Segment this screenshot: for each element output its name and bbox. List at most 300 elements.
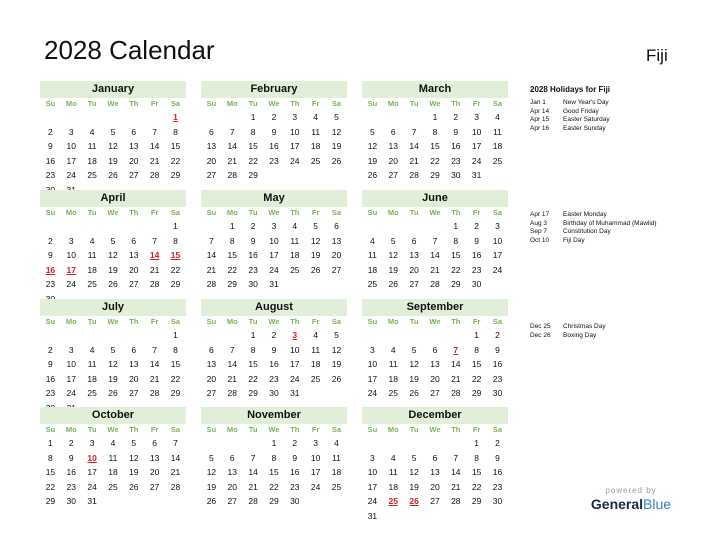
day-cell: 4 [313,330,318,340]
day-cell: 16 [471,250,482,260]
day-cell: 12 [388,250,398,260]
empty-cell [445,436,466,451]
day-cell: 9 [495,344,500,355]
day-cell: 21 [227,155,237,166]
day-cell: 8 [250,344,256,355]
weekday-label: Fr [472,99,481,108]
holiday-item [530,332,700,341]
day-cell: 2 [453,112,459,122]
day-cell: 7 [453,452,459,463]
month-header: February [201,81,347,98]
empty-cell [404,219,425,234]
empty-cell [201,219,222,234]
day-cell: 20 [430,373,440,384]
day-cell: 16 [269,141,279,151]
holiday-date: 7 [453,344,459,355]
day-cell: 18 [87,264,97,275]
day-cell: 27 [227,496,237,506]
day-cell: 27 [331,264,342,275]
holiday-date-label: Jan 1 [530,99,546,106]
weekday-label: Sa [492,99,503,108]
month-grid [40,316,186,415]
day-cell: 9 [495,452,500,463]
month-february [201,81,347,183]
weekday-label: Fr [472,208,481,217]
day-cell: 25 [367,279,378,289]
day-cell: 12 [331,126,342,137]
day-cell: 9 [48,359,53,369]
day-cell: 29 [170,279,181,289]
day-cell: 25 [108,481,118,492]
day-cell: 23 [290,481,300,492]
day-cell: 14 [206,250,217,260]
weekday-label: We [107,99,119,108]
month-header: April [40,190,186,207]
day-cell: 1 [173,330,178,340]
weekday-label: Mo [65,99,77,108]
day-cell: 17 [367,373,378,384]
day-cell: 22 [430,155,440,166]
weekday-label: Tu [87,99,97,108]
day-cell: 7 [152,126,157,137]
day-cell: 21 [248,481,258,492]
day-cell: 20 [149,467,160,477]
day-cell: 11 [311,126,321,137]
day-cell: 21 [430,264,440,275]
day-cell: 20 [409,264,419,275]
day-cell: 12 [108,141,118,151]
day-cell: 26 [409,388,419,398]
day-cell: 4 [89,344,95,355]
day-cell: 21 [451,481,461,492]
day-cell: 9 [48,141,53,151]
day-cell: 10 [66,141,76,151]
holiday-name: New Year's Day [563,99,609,106]
empty-cell [404,328,425,343]
day-cell: 6 [209,344,214,355]
day-cell: 14 [170,452,181,463]
holiday-date-label: Dec 26 [530,331,551,339]
month-header: March [362,81,508,98]
day-cell: 14 [430,250,440,260]
day-cell: 15 [471,467,482,477]
day-cell: 14 [451,467,461,477]
holiday-date: 26 [409,496,419,506]
day-cell: 1 [229,221,235,231]
empty-cell [425,219,446,234]
day-cell: 5 [110,344,116,355]
day-cell: 9 [292,452,298,463]
holiday-name: Easter Saturday [563,116,610,123]
day-cell: 1 [474,330,479,340]
day-cell: 3 [68,235,74,246]
day-cell: 26 [108,279,118,289]
day-cell: 11 [493,126,502,137]
weekday-label: Mo [65,208,77,217]
day-cell: 8 [173,126,178,137]
day-cell: 25 [290,264,300,275]
holiday-date-label: Apr 14 [530,107,550,115]
month-grid [201,98,347,183]
day-cell: 8 [48,452,53,463]
day-cell: 12 [108,250,118,260]
day-cell: 24 [87,481,97,492]
day-cell: 5 [110,235,116,246]
day-cell: 20 [206,373,217,384]
day-cell: 25 [492,155,503,166]
day-cell: 14 [227,141,237,151]
day-cell: 16 [269,359,279,369]
day-cell: 23 [45,279,56,289]
powered-by-text: powered by [605,486,657,495]
day-cell: 2 [495,438,500,448]
day-cell: 6 [131,235,137,246]
weekday-label: Sa [331,317,342,326]
day-cell: 18 [310,359,321,369]
brand-name-part1: General [590,496,644,512]
day-cell: 19 [108,264,118,275]
day-cell: 23 [492,481,503,492]
day-cell: 21 [149,155,160,166]
day-cell: 16 [290,467,300,477]
month-july [40,299,186,415]
day-cell: 5 [370,126,375,137]
weekday-label: Fr [150,317,159,326]
day-cell: 5 [334,112,339,122]
weekday-label: Fr [472,317,481,326]
brand-name-part2: Blue [643,496,672,512]
day-cell: 5 [334,330,339,340]
holidays-title: 2028 Holidays for Fiji [530,85,611,94]
day-cell: 24 [66,388,76,398]
day-cell: 18 [290,250,300,260]
day-cell: 13 [331,235,342,246]
day-cell: 22 [170,373,181,384]
day-cell: 9 [271,344,277,355]
day-cell: 6 [334,221,339,231]
holiday-item [530,211,700,220]
day-cell: 23 [45,170,56,180]
day-cell: 19 [310,250,321,260]
day-cell: 21 [227,373,237,384]
empty-cell [383,219,404,234]
day-cell: 27 [206,170,217,180]
day-cell: 20 [388,155,398,166]
weekday-label: We [268,425,280,434]
day-cell: 7 [229,126,235,137]
day-cell: 13 [129,250,139,260]
day-cell: 23 [269,155,279,166]
day-cell: 1 [250,330,256,340]
day-cell: 2 [48,235,53,246]
weekday-label: Tu [248,317,258,326]
day-cell: 25 [87,170,97,180]
holiday-date-label: Sep 7 [530,228,547,235]
day-cell: 20 [129,155,139,166]
day-cell: 14 [227,359,237,369]
day-cell: 18 [492,141,503,151]
day-cell: 3 [68,344,74,355]
holiday-date: 14 [149,250,160,260]
day-cell: 1 [453,221,459,231]
day-cell: 4 [390,452,396,463]
weekday-label: Fr [150,99,159,108]
day-cell: 13 [206,359,217,369]
day-cell: 20 [331,250,342,260]
day-cell: 13 [430,359,440,369]
day-cell: 30 [269,388,279,398]
day-cell: 14 [248,467,258,477]
day-cell: 29 [471,388,482,398]
day-cell: 29 [45,496,56,506]
day-cell: 21 [170,467,181,477]
month-august [201,299,347,401]
holiday-name: Christmas Day [563,323,606,330]
month-grid [40,98,186,197]
day-cell: 16 [248,250,258,260]
weekday-label: Th [290,99,300,108]
day-cell: 4 [89,235,95,246]
empty-cell [82,110,103,125]
weekday-label: We [429,317,441,326]
day-cell: 19 [108,155,118,166]
day-cell: 25 [87,388,97,398]
day-cell: 27 [388,170,398,180]
empty-cell [144,328,165,343]
weekday-label: Mo [226,425,238,434]
day-cell: 17 [66,373,76,384]
day-cell: 15 [248,141,258,151]
day-cell: 19 [409,373,419,384]
weekday-label: Sa [170,208,181,217]
holiday-date: 16 [45,264,56,275]
day-cell: 24 [492,264,503,275]
day-cell: 17 [290,359,300,369]
empty-cell [103,219,124,234]
day-cell: 15 [430,141,440,151]
day-cell: 13 [129,141,139,151]
day-cell: 10 [290,126,300,137]
weekday-label: Th [451,425,461,434]
day-cell: 4 [313,112,318,122]
month-november [201,407,347,509]
empty-cell [362,110,383,125]
empty-cell [40,328,61,343]
weekday-label: Tu [248,208,258,217]
month-header: November [201,407,347,424]
day-cell: 2 [271,112,277,122]
day-cell: 11 [368,250,377,260]
day-cell: 13 [409,250,419,260]
empty-cell [61,110,82,125]
day-cell: 22 [170,155,181,166]
weekday-label: Su [206,317,217,326]
day-cell: 14 [451,359,461,369]
day-cell: 5 [209,452,214,463]
weekday-label: Sa [331,99,342,108]
day-cell: 11 [311,344,321,355]
day-cell: 31 [290,388,300,398]
day-cell: 20 [227,481,237,492]
month-header: October [40,407,186,424]
day-cell: 8 [474,344,479,355]
day-cell: 6 [209,126,214,137]
day-cell: 6 [411,235,417,246]
day-cell: 3 [313,438,318,448]
weekday-label: Th [290,208,300,217]
day-cell: 29 [248,170,258,180]
holiday-name: Boxing Day [563,331,597,339]
day-cell: 19 [409,481,419,492]
day-cell: 25 [388,388,398,398]
day-cell: 18 [108,467,118,477]
weekday-label: Sa [492,425,503,434]
weekday-label: Sa [170,317,181,326]
day-cell: 8 [432,126,438,137]
day-cell: 24 [66,279,76,289]
month-grid [362,207,508,292]
day-cell: 22 [45,481,56,492]
holiday-date-label: Oct 10 [530,236,550,244]
day-cell: 16 [66,467,76,477]
day-cell: 28 [451,388,461,398]
day-cell: 19 [331,141,342,151]
day-cell: 8 [173,235,178,246]
day-cell: 8 [250,126,256,137]
weekday-label: We [107,208,119,217]
day-cell: 30 [66,496,76,506]
weekday-label: Sa [170,99,181,108]
day-cell: 28 [227,170,237,180]
weekday-label: Mo [387,99,399,108]
month-header: January [40,81,186,98]
day-cell: 12 [206,467,217,477]
day-cell: 17 [66,155,76,166]
day-cell: 10 [492,235,503,246]
day-cell: 11 [87,359,97,369]
day-cell: 8 [271,452,277,463]
weekday-label: Mo [65,425,77,434]
empty-cell [40,110,61,125]
month-header: June [362,190,508,207]
day-cell: 18 [388,373,398,384]
day-cell: 1 [48,438,53,448]
weekday-label: Fr [311,99,320,108]
day-cell: 15 [451,250,461,260]
day-cell: 27 [149,481,160,492]
day-cell: 27 [430,388,440,398]
day-cell: 27 [129,388,139,398]
day-cell: 5 [131,438,137,448]
day-cell: 28 [149,170,160,180]
day-cell: 26 [388,279,398,289]
weekday-label: We [429,425,441,434]
weekday-label: Mo [226,99,238,108]
day-cell: 16 [451,141,461,151]
day-cell: 27 [206,388,217,398]
day-cell: 13 [388,141,398,151]
weekday-label: Th [129,208,139,217]
weekday-label: Mo [226,208,238,217]
day-cell: 19 [129,467,139,477]
day-cell: 29 [170,170,181,180]
day-cell: 25 [87,279,97,289]
day-cell: 9 [68,452,74,463]
holiday-date: 10 [87,452,97,463]
day-cell: 9 [271,126,277,137]
day-cell: 22 [248,373,258,384]
month-grid [201,207,347,292]
empty-cell [222,328,243,343]
weekday-label: Tu [409,425,419,434]
weekday-label: Mo [387,208,399,217]
day-cell: 7 [250,452,256,463]
weekday-label: Sa [492,208,503,217]
weekday-label: We [107,425,119,434]
weekday-label: Su [206,425,217,434]
weekday-label: Fr [472,425,481,434]
month-header: September [362,299,508,316]
day-cell: 27 [129,279,139,289]
day-cell: 16 [45,373,56,384]
day-cell: 11 [87,250,97,260]
weekday-label: Tu [409,208,419,217]
day-cell: 22 [170,264,181,275]
weekday-label: Su [206,99,217,108]
month-april [40,190,186,306]
weekday-label: Sa [331,425,342,434]
weekday-label: Su [206,208,217,217]
day-cell: 2 [68,438,74,448]
month-may [201,190,347,292]
day-cell: 9 [250,235,256,246]
day-cell: 17 [269,250,279,260]
day-cell: 3 [271,221,277,231]
month-grid [362,424,508,523]
day-cell: 20 [206,155,217,166]
empty-cell [123,328,144,343]
day-cell: 18 [310,141,321,151]
empty-cell [222,436,243,451]
weekday-label: We [268,99,280,108]
day-cell: 24 [367,496,378,506]
day-cell: 9 [453,126,459,137]
day-cell: 29 [430,170,440,180]
weekday-label: Su [45,317,56,326]
day-cell: 6 [432,344,438,355]
day-cell: 26 [129,481,139,492]
day-cell: 7 [173,438,178,448]
day-cell: 22 [227,264,237,275]
weekday-label: Fr [150,208,159,217]
empty-cell [123,219,144,234]
day-cell: 29 [227,279,237,289]
weekday-label: Th [129,317,139,326]
day-cell: 31 [471,170,482,180]
weekday-label: Su [367,208,378,217]
day-cell: 15 [170,141,181,151]
day-cell: 18 [87,373,97,384]
day-cell: 1 [474,438,479,448]
day-cell: 10 [66,250,76,260]
day-cell: 28 [170,481,181,492]
weekday-label: Fr [311,317,320,326]
day-cell: 11 [388,467,398,477]
holiday-name: Birthday of Muhammad (Mawlid) [563,219,657,227]
day-cell: 30 [492,388,503,398]
empty-cell [362,219,383,234]
holiday-date-label: Apr 17 [530,211,550,218]
